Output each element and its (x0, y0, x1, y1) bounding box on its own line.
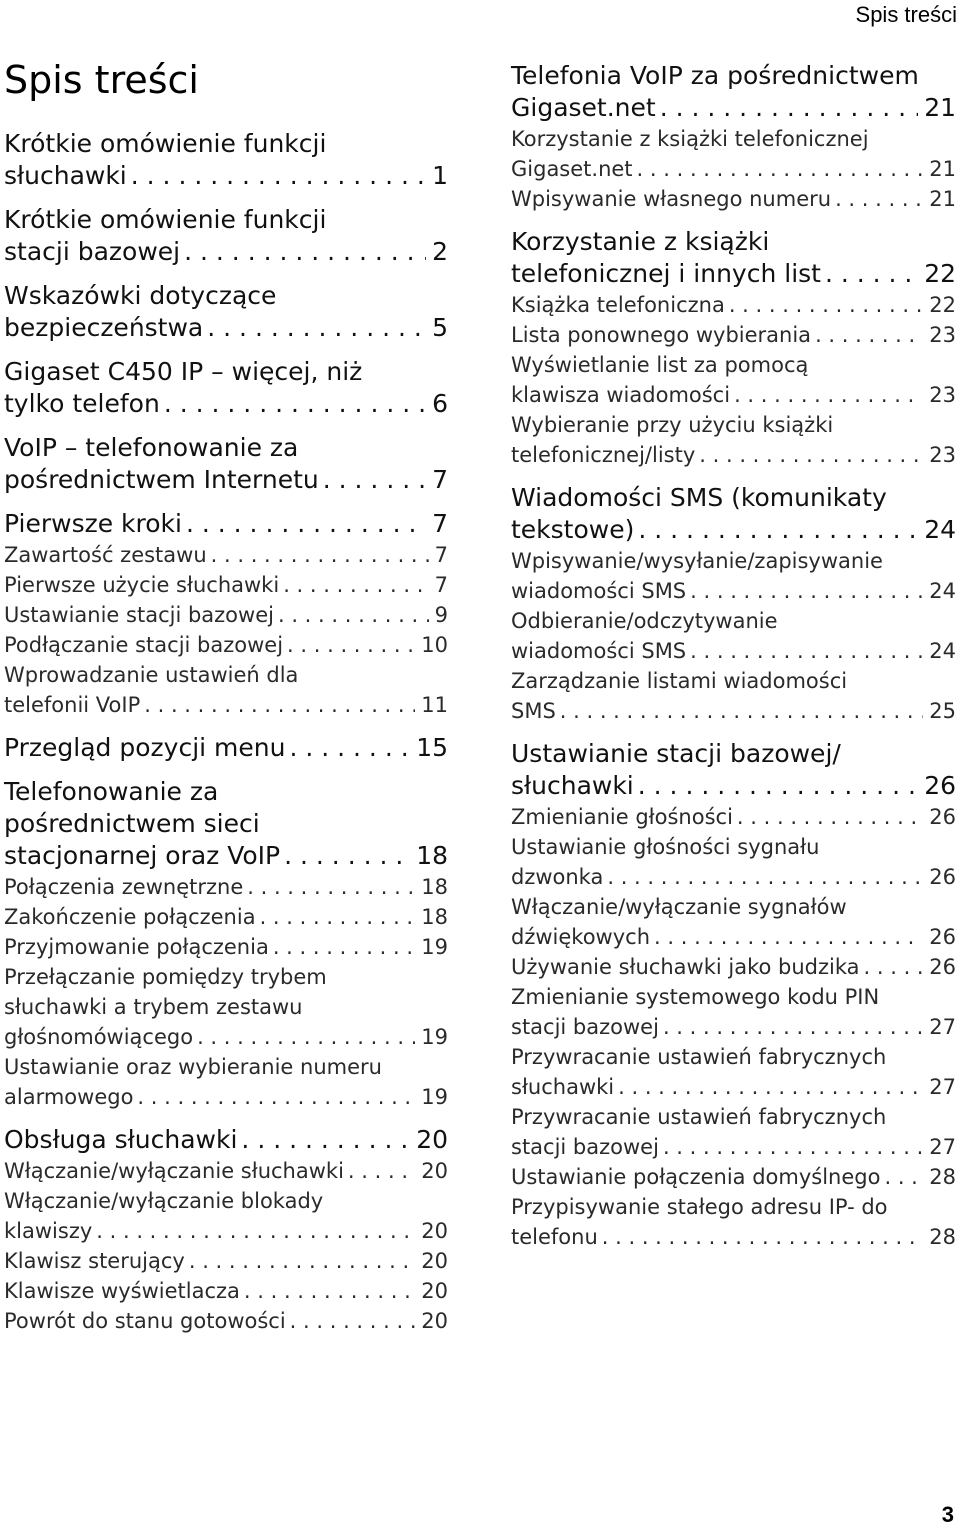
toc-page-number: 20 (421, 1279, 448, 1303)
toc-entry-title: Książka telefoniczna (511, 293, 725, 317)
dot-leader (815, 320, 923, 350)
dot-leader (207, 312, 426, 344)
toc-page-number: 26 (929, 865, 956, 889)
toc-page-number: 26 (929, 955, 956, 979)
toc-entry-title: Ustawianie głośności sygnału (511, 835, 820, 859)
toc-section-entry (511, 1192, 956, 1252)
toc-chapter-entry (4, 732, 448, 764)
dot-leader (690, 636, 923, 666)
toc-chapter-entry (4, 128, 448, 192)
toc-page-number: 24 (929, 639, 956, 663)
dot-leader (637, 154, 924, 184)
toc-entry-title: Gigaset C450 IP – więcej, niż (4, 357, 363, 386)
dot-leader (323, 464, 426, 496)
toc-page-number: 23 (929, 383, 956, 407)
toc-page-number: 19 (421, 935, 448, 959)
toc-entry-title: Gigaset.net (511, 157, 633, 181)
toc-section-entry (511, 606, 956, 666)
toc-page-number: 10 (421, 633, 448, 657)
dot-leader (602, 1222, 923, 1252)
toc-page-number: 1 (432, 161, 448, 190)
toc-entry-title: Krótkie omówienie funkcji (4, 129, 327, 158)
dot-leader (825, 258, 918, 290)
toc-page-number: 26 (929, 805, 956, 829)
toc-entry-title: pośrednictwem Internetu (4, 465, 319, 494)
dot-leader (186, 508, 426, 540)
toc-entry-title: telefonicznej i innych list (511, 259, 821, 288)
dot-leader (884, 1162, 923, 1192)
dot-leader (618, 1072, 923, 1102)
toc-chapter-entry (511, 226, 956, 290)
toc-page-number: 22 (924, 259, 956, 288)
dot-leader (211, 540, 429, 570)
toc-entry-title: Zakończenie połączenia (4, 905, 256, 929)
toc-entry-title: dźwiękowych (511, 925, 651, 949)
toc-entry-title: Wiadomości SMS (komunikaty (511, 483, 887, 512)
toc-page-number: 21 (929, 157, 956, 181)
toc-entry-title: Wprowadzanie ustawień dla (4, 663, 299, 687)
dot-leader (189, 1246, 415, 1276)
toc-page-number: 19 (421, 1025, 448, 1049)
toc-page-number: 24 (929, 579, 956, 603)
toc-entry-title: Ustawianie stacji bazowej/ (511, 739, 841, 768)
toc-entry-title: stacji bazowej (4, 237, 181, 266)
dot-leader (260, 902, 416, 932)
toc-section-entry (511, 184, 956, 214)
dot-leader (638, 770, 918, 802)
toc-entry-title: Gigaset.net (511, 93, 656, 122)
dot-leader (144, 690, 415, 720)
toc-entry-title: Zmienianie systemowego kodu PIN (511, 985, 880, 1009)
toc-section-entry (511, 350, 956, 410)
toc-section-entry (511, 1162, 956, 1192)
toc-entry-title: słuchawki a trybem zestawu (4, 995, 303, 1019)
toc-page-number: 11 (421, 693, 448, 717)
toc-chapter-entry (4, 508, 448, 540)
toc-entry-title: Ustawianie stacji bazowej (4, 603, 274, 627)
toc-section-entry (4, 1276, 448, 1306)
toc-chapter-entry (511, 482, 956, 546)
toc-chapter-entry (4, 432, 448, 496)
toc-page-number: 2 (432, 237, 448, 266)
dot-leader (348, 1156, 415, 1186)
toc-page-number: 9 (434, 603, 448, 627)
dot-leader (137, 1082, 415, 1112)
toc-entry-title: Włączanie/wyłączanie sygnałów (511, 895, 847, 919)
toc-page-number: 7 (434, 543, 448, 567)
toc-entry-title: Włączanie/wyłączanie blokady (4, 1189, 324, 1213)
toc-section-entry (4, 1156, 448, 1186)
toc-entry-title: Klawisz sterujący (4, 1249, 185, 1273)
toc-right-column (511, 60, 956, 1252)
toc-entry-title: głośnomówiącego (4, 1025, 194, 1049)
toc-page-number: 27 (929, 1075, 956, 1099)
dot-leader (283, 570, 428, 600)
toc-page-number: 7 (432, 465, 448, 494)
toc-entry-title: Przełączanie pomiędzy trybem (4, 965, 327, 989)
toc-entry-title: Telefonia VoIP za pośrednictwem (511, 61, 919, 90)
toc-entry-title: stacjonarnej oraz VoIP (4, 841, 281, 870)
dot-leader (699, 440, 923, 470)
toc-section-entry (511, 982, 956, 1042)
toc-section-entry (4, 1306, 448, 1336)
toc-section-entry (4, 902, 448, 932)
toc-chapter-entry (511, 60, 956, 124)
toc-section-entry (511, 832, 956, 892)
dot-leader (729, 290, 923, 320)
toc-page-number: 6 (432, 389, 448, 418)
dot-leader (737, 802, 923, 832)
toc-page-number: 15 (416, 733, 448, 762)
dot-leader (273, 932, 415, 962)
toc-entry-title: stacji bazowej (511, 1135, 659, 1159)
toc-page-number: 20 (421, 1309, 448, 1333)
dot-leader (654, 922, 923, 952)
toc-page-number: 28 (929, 1225, 956, 1249)
toc-page-number: 25 (929, 699, 956, 723)
toc-page-number: 24 (924, 515, 956, 544)
toc-entry-title: alarmowego (4, 1085, 134, 1109)
toc-entry-title: SMS (511, 699, 556, 723)
page-number: 3 (941, 1502, 954, 1527)
toc-entry-title: słuchawki (511, 1075, 615, 1099)
dot-leader (663, 1012, 923, 1042)
toc-entry-title: Korzystanie z książki (511, 227, 770, 256)
toc-entry-title: Klawisze wyświetlacza (4, 1279, 240, 1303)
toc-entry-title: Powrót do stanu gotowości (4, 1309, 286, 1333)
toc-chapter-entry (4, 356, 448, 420)
toc-section-entry (4, 540, 448, 570)
toc-entry-title: Wpisywanie/wysyłanie/zapisywanie (511, 549, 883, 573)
toc-entry-title: wiadomości SMS (511, 639, 687, 663)
dot-leader (560, 696, 923, 726)
toc-entry-title: słuchawki (511, 771, 634, 800)
toc-section-entry (4, 600, 448, 630)
toc-page-number: 5 (432, 313, 448, 342)
toc-section-entry (4, 1246, 448, 1276)
dot-leader (96, 1216, 415, 1246)
toc-page-number: 28 (929, 1165, 956, 1189)
toc-page-number: 18 (421, 905, 448, 929)
toc-section-entry (511, 952, 956, 982)
toc-entry-title: słuchawki (4, 161, 127, 190)
dot-leader (607, 862, 923, 892)
toc-page-number: 27 (929, 1135, 956, 1159)
toc-entry-title: pośrednictwem sieci (4, 809, 260, 838)
toc-entry-title: Korzystanie z książki telefonicznej (511, 127, 869, 151)
toc-entry-title: Zawartość zestawu (4, 543, 207, 567)
dot-leader (278, 600, 429, 630)
dot-leader (864, 952, 924, 982)
toc-entry-title: tekstowe) (511, 515, 635, 544)
toc-entry-title: Ustawianie oraz wybieranie numeru (4, 1055, 382, 1079)
toc-entry-title: Przywracanie ustawień fabrycznych (511, 1045, 887, 1069)
dot-leader (663, 1132, 923, 1162)
toc-entry-title: Pierwsze użycie słuchawki (4, 573, 280, 597)
dot-leader (660, 92, 918, 124)
toc-entry-title: Połączenia zewnętrzne (4, 875, 244, 899)
toc-page-number: 23 (929, 443, 956, 467)
toc-page-number: 18 (421, 875, 448, 899)
toc-section-entry (4, 872, 448, 902)
toc-section-entry (4, 1186, 448, 1246)
toc-entry-title: klawisza wiadomości (511, 383, 731, 407)
dot-leader (734, 380, 923, 410)
toc-page-number: 26 (924, 771, 956, 800)
toc-page-number: 22 (929, 293, 956, 317)
toc-entry-title: Przypisywanie stałego adresu IP- do (511, 1195, 888, 1219)
toc-entry-title: tylko telefon (4, 389, 160, 418)
toc-section-entry (511, 892, 956, 952)
toc-entry-title: telefonu (511, 1225, 598, 1249)
dot-leader (241, 1124, 410, 1156)
toc-entry-title: Obsługa słuchawki (4, 1125, 238, 1154)
toc-section-entry (4, 1052, 448, 1112)
toc-page-number: 20 (421, 1159, 448, 1183)
toc-entry-title: Wyświetlanie list za pomocą (511, 353, 809, 377)
toc-section-entry (511, 546, 956, 606)
toc-entry-title: Ustawianie połączenia domyślnego (511, 1165, 881, 1189)
toc-page-number: 23 (929, 323, 956, 347)
toc-entry-title: Odbieranie/odczytywanie (511, 609, 778, 633)
toc-entry-title: dzwonka (511, 865, 604, 889)
toc-section-entry (511, 1102, 956, 1162)
dot-leader (690, 576, 923, 606)
toc-entry-title: Przywracanie ustawień fabrycznych (511, 1105, 887, 1129)
toc-section-entry (511, 1042, 956, 1102)
toc-section-entry (4, 932, 448, 962)
dot-leader (247, 872, 415, 902)
dot-leader (835, 184, 923, 214)
toc-section-entry (511, 320, 956, 350)
toc-page-number: 19 (421, 1085, 448, 1109)
toc-entry-title: Telefonowanie za (4, 777, 219, 806)
toc-entry-title: Lista ponownego wybierania (511, 323, 812, 347)
toc-section-entry (511, 124, 956, 184)
dot-leader (131, 160, 426, 192)
toc-chapter-entry (4, 776, 448, 872)
running-header-title: Spis treści (855, 2, 957, 27)
toc-chapter-entry (4, 1124, 448, 1156)
toc-section-entry (4, 570, 448, 600)
toc-page-number: 21 (929, 187, 956, 211)
toc-chapter-entry (4, 204, 448, 268)
toc-page-number: 20 (421, 1249, 448, 1273)
toc-left-column (4, 128, 448, 1336)
toc-section-entry (4, 660, 448, 720)
toc-entry-title: Krótkie omówienie funkcji (4, 205, 327, 234)
dot-leader (287, 630, 415, 660)
toc-entry-title: telefonii VoIP (4, 693, 141, 717)
toc-section-entry (511, 802, 956, 832)
toc-entry-title: klawiszy (4, 1219, 93, 1243)
toc-entry-title: VoIP – telefonowanie za (4, 433, 299, 462)
toc-section-entry (511, 290, 956, 320)
toc-entry-title: Pierwsze kroki (4, 509, 182, 538)
toc-page-number: 21 (924, 93, 956, 122)
toc-entry-title: Zarządzanie listami wiadomości (511, 669, 848, 693)
dot-leader (284, 840, 410, 872)
dot-leader (184, 236, 426, 268)
dot-leader (638, 514, 918, 546)
toc-chapter-entry (511, 738, 956, 802)
toc-entry-title: wiadomości SMS (511, 579, 687, 603)
toc-chapter-entry (4, 280, 448, 344)
toc-page-number: 26 (929, 925, 956, 949)
toc-entry-title: Używanie słuchawki jako budzika (511, 955, 860, 979)
toc-entry-title: Wskazówki dotyczące (4, 281, 277, 310)
toc-entry-title: Włączanie/wyłączanie słuchawki (4, 1159, 344, 1183)
page-title: Spis treści (4, 58, 199, 102)
toc-section-entry (4, 630, 448, 660)
toc-entry-title: Przegląd pozycji menu (4, 733, 286, 762)
toc-section-entry (4, 962, 448, 1052)
toc-entry-title: Podłączanie stacji bazowej (4, 633, 284, 657)
toc-section-entry (511, 410, 956, 470)
toc-page-number: 7 (434, 573, 448, 597)
dot-leader (244, 1276, 415, 1306)
dot-leader (197, 1022, 415, 1052)
toc-entry-title: bezpieczeństwa (4, 313, 204, 342)
toc-entry-title: Przyjmowanie połączenia (4, 935, 269, 959)
toc-entry-title: Wybieranie przy użyciu książki (511, 413, 834, 437)
toc-section-entry (511, 666, 956, 726)
toc-page-number: 27 (929, 1015, 956, 1039)
dot-leader (290, 1306, 416, 1336)
toc-entry-title: Wpisywanie własnego numeru (511, 187, 832, 211)
dot-leader (289, 732, 410, 764)
toc-page-number: 20 (421, 1219, 448, 1243)
toc-entry-title: Zmienianie głośności (511, 805, 733, 829)
toc-page-number: 18 (416, 841, 448, 870)
toc-entry-title: telefonicznej/listy (511, 443, 696, 467)
toc-entry-title: stacji bazowej (511, 1015, 659, 1039)
dot-leader (164, 388, 426, 420)
toc-page-number: 7 (432, 509, 448, 538)
toc-page-number: 20 (416, 1125, 448, 1154)
